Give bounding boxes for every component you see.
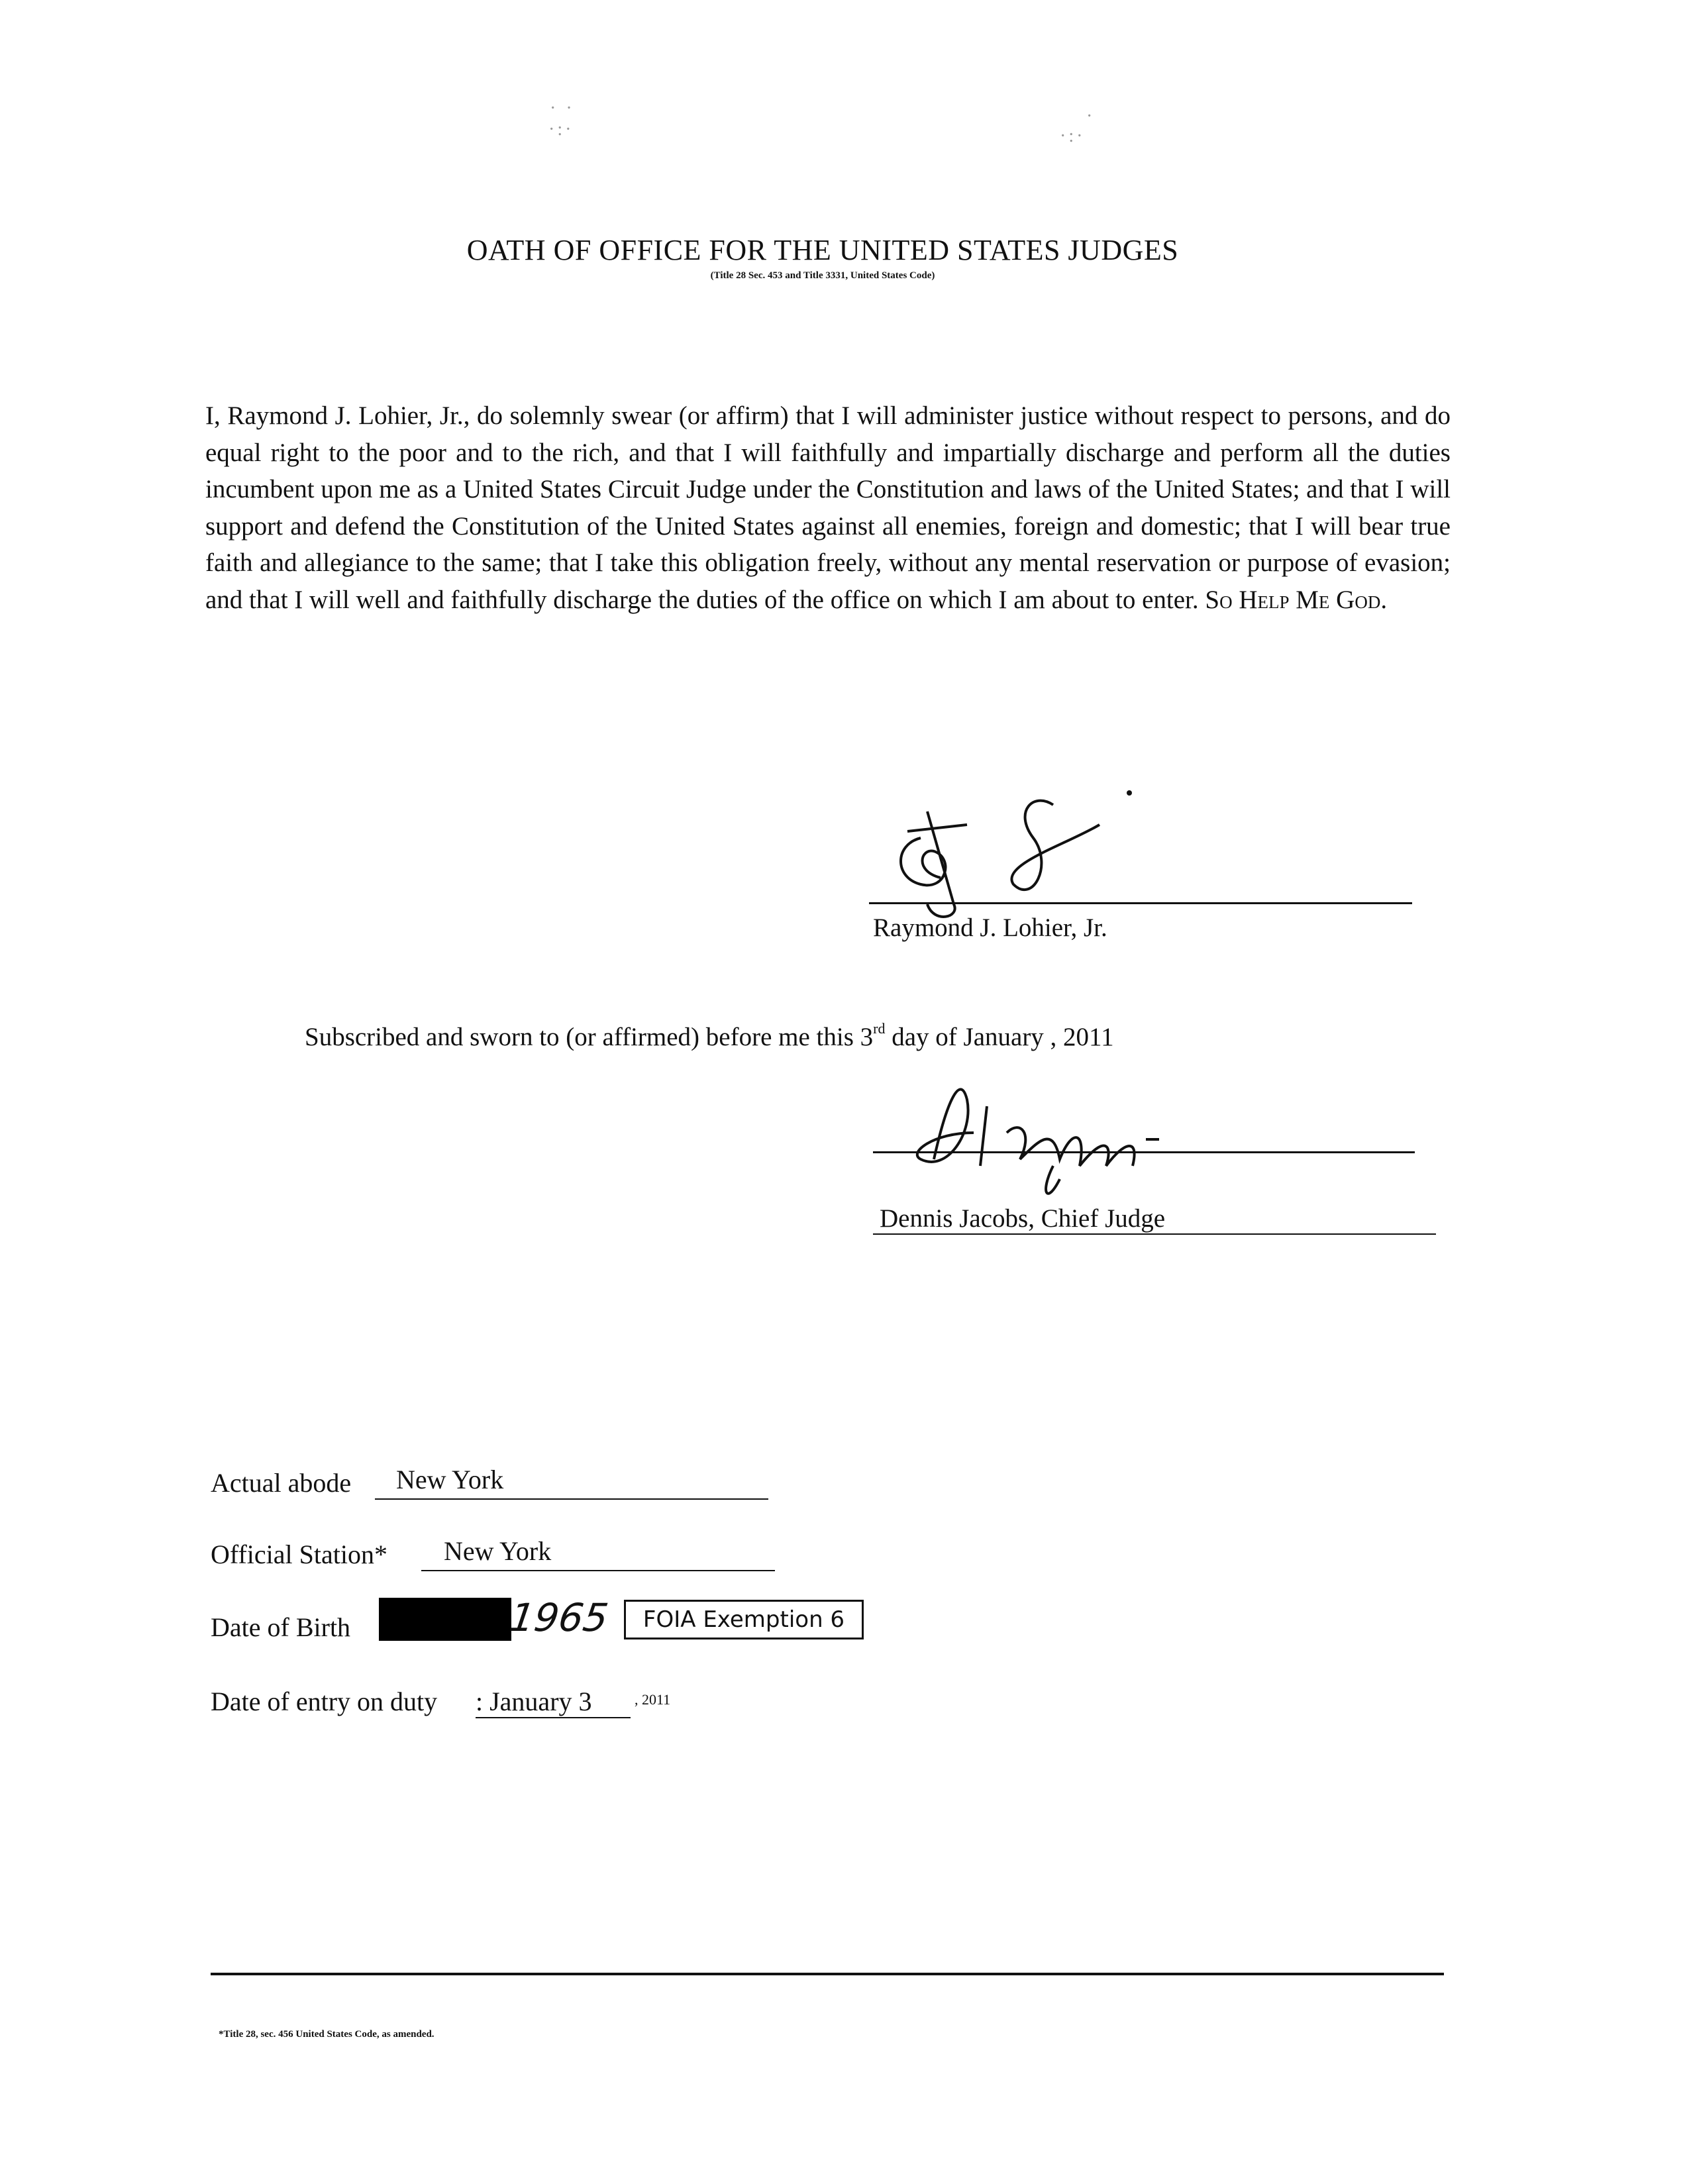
abode-label: Actual abode — [211, 1468, 352, 1498]
station-value: New York — [444, 1536, 552, 1566]
jacobs-name-underline — [873, 1233, 1436, 1235]
abode-underline — [375, 1498, 768, 1500]
scan-speck: ·:· — [1060, 126, 1086, 146]
footer-rule — [211, 1973, 1444, 1975]
subscription-ordinal: rd — [873, 1020, 886, 1037]
oath-text — [205, 397, 1451, 618]
scan-speck: ·:· — [548, 119, 574, 140]
oath-body-text: I, Raymond J. Lohier, Jr., do solemnly swear (or affirm) that I will administer justice without respect to persons, and do equal right to the poor and to the rich, and that I will faithfully and impartially discharge and perform all the duties incumbent upon me as a United States Circuit Judge under the Constitution and laws of the United States; and that I will support and defend the Constitution of the United States against all enemies, foreign and domestic; that I will bear true faith and allegiance to the same; that I take this obligation freely, without any mental reservation or purpose of evasion; and that I will well and faithfully discharge the duties of the office on which I am about to enter. — [205, 401, 1451, 614]
scan-speck: · — [1086, 106, 1096, 127]
redaction-block — [379, 1598, 511, 1641]
entry-label: Date of entry on duty — [211, 1687, 438, 1716]
oath-closing: So Help Me God. — [1205, 585, 1388, 614]
document-subtitle: (Title 28 Sec. 453 and Title 3331, United States Code) — [710, 270, 935, 281]
subscription-statement — [305, 1020, 1114, 1052]
subscription-prefix: Subscribed and sworn to (or affirmed) before me this 3 — [305, 1023, 874, 1051]
lohier-signature-line — [869, 902, 1412, 904]
entry-year: , 2011 — [635, 1691, 671, 1708]
scan-speck: · · — [550, 98, 575, 119]
document-title: OATH OF OFFICE FOR THE UNITED STATES JUDGES — [466, 234, 1179, 266]
subscription-suffix: day of January , 2011 — [885, 1023, 1114, 1051]
jacobs-signature-icon — [907, 1060, 1199, 1212]
station-underline — [421, 1570, 775, 1571]
entry-value: : January 3 — [476, 1687, 592, 1716]
jacobs-name: Dennis Jacobs, Chief Judge — [880, 1204, 1166, 1233]
station-label: Official Station* — [211, 1539, 387, 1569]
dob-value: 1965 — [507, 1595, 611, 1640]
entry-underline — [476, 1717, 631, 1718]
foia-exemption-box: FOIA Exemption 6 — [624, 1600, 864, 1639]
jacobs-signature-line — [873, 1151, 1415, 1153]
footnote: *Title 28, sec. 456 United States Code, as amended. — [219, 2029, 435, 2040]
lohier-name: Raymond J. Lohier, Jr. — [873, 913, 1107, 942]
abode-value: New York — [396, 1465, 504, 1494]
dob-label: Date of Birth — [211, 1612, 351, 1642]
